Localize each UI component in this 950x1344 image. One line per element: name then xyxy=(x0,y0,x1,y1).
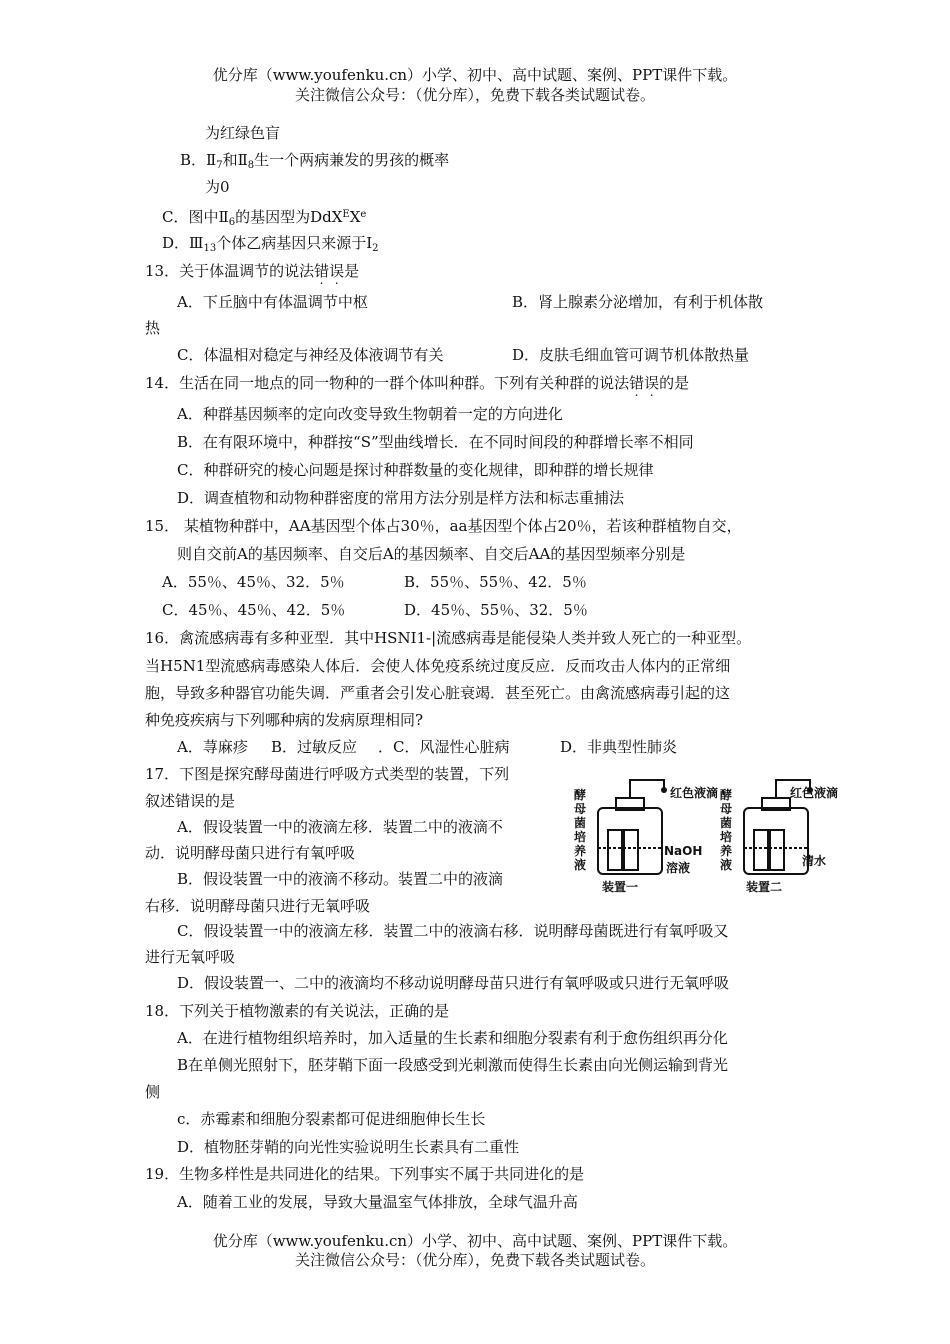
device1-solution-label: 溶液 xyxy=(666,861,691,875)
footer-line-2: 关注微信公众号：（优分库），免费下载各类试题试卷。 xyxy=(294,1251,655,1269)
q19-option-a: A．随着工业的发展，导致大量温室气体排放，全球气温升高 xyxy=(177,1193,578,1211)
device1-drop-label: 红色液滴 xyxy=(670,786,719,800)
q13-option-b-continued: 热 xyxy=(145,319,161,337)
device2-water-label: 清水 xyxy=(802,854,827,868)
q13-option-a: A．下丘脑中有体温调节中枢 xyxy=(177,293,368,311)
q17-option-c-line-1: C．假设装置一中的液滴左移．装置二中的液滴右移．说明酵母菌既进行有氧呼吸又 xyxy=(177,922,729,940)
q15-stem-line-2: 则自交前A的基因频率、自交后A的基因频率、自交后AA的基因型频率分别是 xyxy=(177,545,686,563)
q12-option-c: C．图中$Ⅱ_6$的基因型为DdX$^E$Xe xyxy=(162,208,367,228)
device2-drop-label: 红色液滴 xyxy=(790,786,839,800)
yeast-respiration-apparatus-figure xyxy=(568,766,858,900)
q14-option-c: C．种群研究的棱心问题是探讨种群数量的变化规律，即种群的增长规律 xyxy=(177,461,654,479)
q16-option-c: ．C．风湿性心脏病 xyxy=(378,738,510,756)
q15-option-c: C．45％、45％、42．5％ xyxy=(162,601,346,619)
q16-stem-line-1: 16．禽流感病毒有多种亚型．其中HSNI1-|流感病毒是能侵染人类并致人死亡的一种亚型。 xyxy=(145,629,752,647)
device1-naoh-label: NaOH xyxy=(664,844,703,858)
q17-stem-line-2: 叙述错误的是 xyxy=(145,792,236,810)
q14-option-a: A．种群基因频率的定向改变导致生物朝着一定的方向进化 xyxy=(177,405,563,423)
q18-option-d: D．植物胚芽鞘的向光性实验说明生长素具有二重性 xyxy=(177,1138,520,1156)
q15-stem-line-1: 15． 某植物种群中，AA基因型个体占30％，aa基因型个体占20％，若该种群植物自交， xyxy=(145,517,742,535)
q17-option-c-line-2: 进行无氧呼吸 xyxy=(145,948,236,966)
q14-option-b: B．在有限环境中，种群按“S”型曲线增长．在不同时间段的种群增长率不相同 xyxy=(177,433,694,451)
q14-option-d: D．调查植物和动物种群密度的常用方法分别是样方法和标志重捕法 xyxy=(177,489,625,507)
device1-side-label: 酵母菌培养液 xyxy=(574,788,587,872)
q12-option-b: B．$Ⅱ_7$和$Ⅱ_8$生一个两病兼发的男孩的概率 xyxy=(180,151,450,171)
device1-caption: 装置一 xyxy=(602,880,639,894)
q17-option-d: D．假设装置一、二中的液滴均不移动说明酵母苗只进行有氧呼吸或只进行无氧呼吸 xyxy=(177,974,730,992)
q13-option-b: B．肾上腺素分泌增加，有利于机体散 xyxy=(512,293,764,311)
q17-option-a-line-2: 动．说明酵母菌只进行有氧呼吸 xyxy=(145,844,356,862)
header-line-2: 关注微信公众号：（优分库），免费下载各类试题试卷。 xyxy=(294,86,655,104)
q15-option-d: D．45％、55％、32．5％ xyxy=(404,601,588,619)
q13-stem: 13．关于体温调节的说法错误是 xyxy=(145,262,360,280)
q14-stem: 14．生活在同一地点的同一物种的一群个体叫种群。下列有关种群的说法错误的是 xyxy=(145,374,690,392)
device2-side-label: 酵母菌培养液 xyxy=(720,788,733,872)
q16-stem-line-3: 胞，导致多种器官功能失调．严重者会引发心脏衰竭．甚至死亡。由禽流感病毒引起的这 xyxy=(145,684,731,702)
q15-option-b: B．55％、55％、42．5％ xyxy=(404,573,587,591)
q18-option-b-line-2: 侧 xyxy=(145,1083,161,1101)
q18-option-b-line-1: B在单侧光照射下，胚芽鞘下面一段感受到光刺激而使得生长素由向光侧运输到背光 xyxy=(177,1056,729,1074)
device2-caption: 装置二 xyxy=(746,880,783,894)
q16-option-a: A．荨麻疹 xyxy=(177,738,248,756)
q15-option-a: A．55％、45％、32．5％ xyxy=(162,573,345,591)
q17-option-b-line-2: 右移．说明酵母菌只进行无氧呼吸 xyxy=(145,897,371,915)
q17-option-a-line-1: A．假设装置一中的液滴左移．装置二中的液滴不 xyxy=(177,818,503,836)
q13-option-c: C．体温相对稳定与神经及体液调节有关 xyxy=(177,346,444,364)
q19-stem: 19．生物多样性是共同进化的结果。下列事实不属于共同进化的是 xyxy=(145,1165,585,1183)
q13-option-d: D．皮肤毛细血管可调节机体散热量 xyxy=(512,346,750,364)
q18-stem: 18．下列关于植物激素的有关说法，正确的是 xyxy=(145,1002,450,1020)
q18-option-c: c．赤霉素和细胞分裂素都可促进细胞伸长生长 xyxy=(177,1110,486,1128)
q16-option-d: D．非典型性肺炎 xyxy=(560,738,678,756)
q16-stem-line-4: 种免疫疾病与下列哪种病的发病原理相同? xyxy=(145,711,424,729)
q17-stem-line-1: 17．下图是探究酵母菌进行呼吸方式类型的装置，下列 xyxy=(145,765,510,783)
q16-option-b: B．过敏反应 xyxy=(271,738,358,756)
footer-line-1: 优分库（www.youfenku.cn）小学、初中、高中试题、案例、PPT课件下载。 xyxy=(212,1232,738,1250)
header-line-1: 优分库（www.youfenku.cn）小学、初中、高中试题、案例、PPT课件下载。 xyxy=(212,66,738,84)
q16-stem-line-2: 当H5N1型流感病毒感染人体后．会使人体免疫系统过度反应．反而攻击人体内的正常细 xyxy=(145,657,731,675)
q12-option-d: D．$Ⅲ_{13}$个体乙病基因只来源于$I_2$ xyxy=(162,234,379,254)
q18-option-a: A．在进行植物组织培养时，加入适量的生长素和细胞分裂素有利于愈伤组织再分化 xyxy=(177,1029,728,1047)
q12-option-b-continued: 为0 xyxy=(205,178,230,196)
q17-option-b-line-1: B．假设装置一中的液滴不移动。装置二中的液滴 xyxy=(177,870,504,888)
q12-option-a-continued: 为红绿色盲 xyxy=(205,124,281,142)
